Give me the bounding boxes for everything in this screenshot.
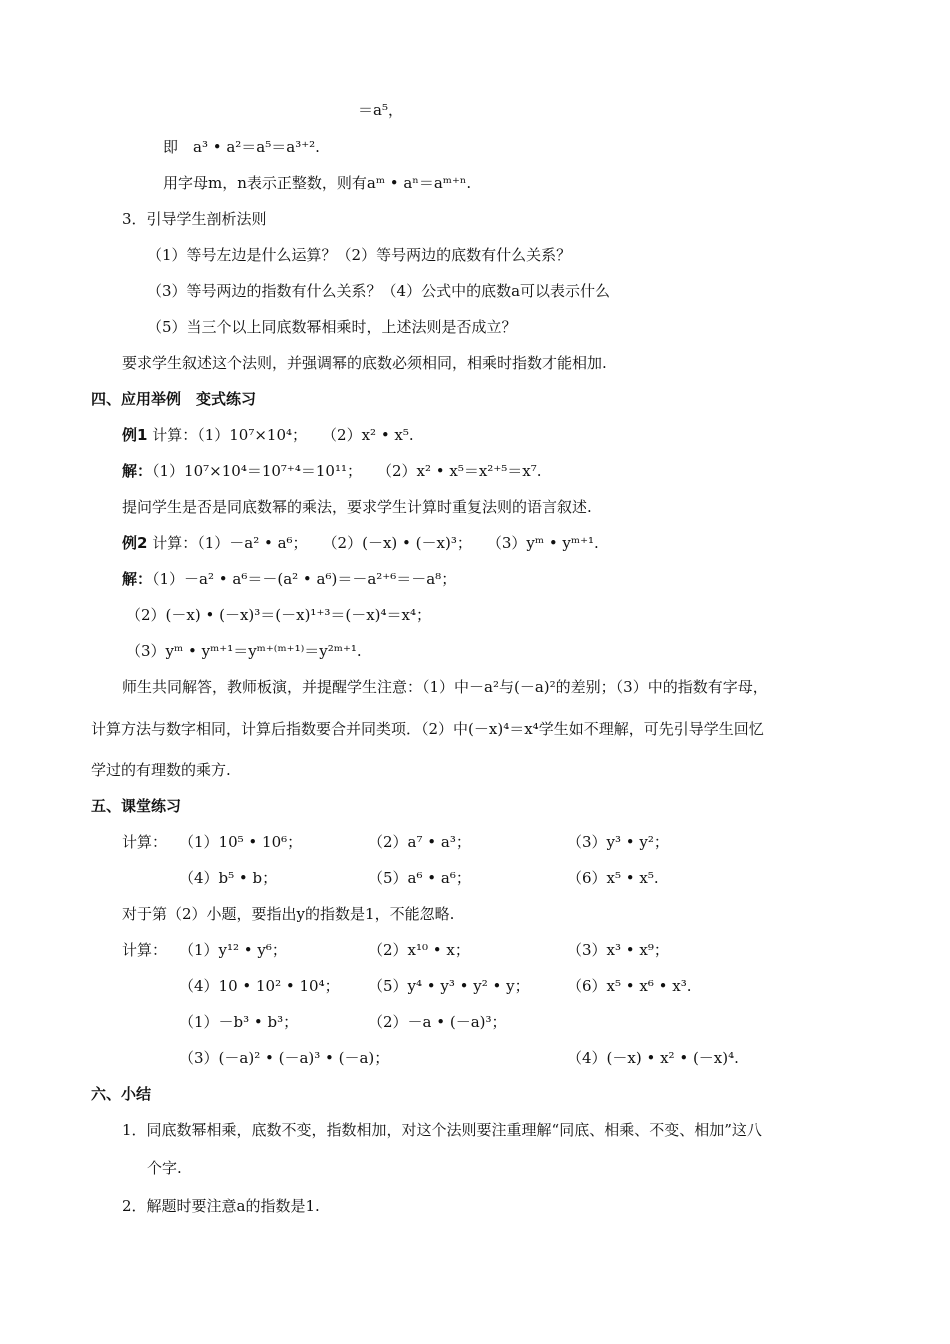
exercise-item: （3）x³ • x⁹； bbox=[567, 941, 669, 959]
text-line: （1）等号左边是什么运算？（2）等号两边的底数有什么关系？ bbox=[147, 246, 572, 264]
text-line: 提问学生是否是同底数幂的乘法，要求学生计算时重复法则的语言叙述. bbox=[122, 498, 592, 516]
exercise-item: （1）10⁵ • 10⁶； bbox=[179, 833, 303, 851]
example-line bbox=[122, 425, 414, 445]
summary-item: 2．解题时要注意a的指数是1. bbox=[122, 1197, 320, 1215]
text-line: 对于第（2）小题，要指出y的指数是1，不能忽略. bbox=[122, 905, 455, 923]
exercise-item: （3）y³ • y²； bbox=[567, 833, 669, 851]
exercise-item: （3）(－a)² • (－a)³ • (－a)； bbox=[179, 1049, 390, 1067]
exercise-item: （2）－a • (－a)³； bbox=[368, 1013, 507, 1031]
solution-line bbox=[122, 461, 542, 481]
text-line: 即 a³ • a²＝a⁵＝a³⁺². bbox=[163, 138, 320, 156]
text-line: 用字母m，n表示正整数，则有aᵐ • aⁿ＝aᵐ⁺ⁿ. bbox=[163, 174, 472, 192]
solution-line: （3）yᵐ • yᵐ⁺¹＝yᵐ⁺⁽ᵐ⁺¹⁾＝y²ᵐ⁺¹. bbox=[126, 642, 362, 660]
exercise-item: （4）(－x) • x² • (－x)⁴. bbox=[567, 1049, 739, 1067]
exercise-item: （4）10 • 10² • 10⁴； bbox=[179, 977, 340, 995]
solution-label: 解： bbox=[122, 570, 153, 588]
section-heading: 五、课堂练习 bbox=[91, 797, 182, 815]
exercise-lead: 计算： bbox=[122, 833, 168, 851]
exercise-item: （2）x¹⁰ • x； bbox=[368, 941, 470, 959]
summary-item: 1．同底数幂相乘，底数不变，指数相加，对这个法则要注重理解“同底、相乘、不变、相加”这八 bbox=[122, 1121, 762, 1139]
exercise-item: （1）y¹² • y⁶； bbox=[179, 941, 287, 959]
text-line: （5）当三个以上同底数幂相乘时，上述法则是否成立？ bbox=[147, 318, 517, 336]
solution-text: （1）10⁷×10⁴＝10⁷⁺⁴＝10¹¹； （2）x² • x⁵＝x²⁺⁵＝x⁷. bbox=[152, 462, 542, 480]
exercise-lead: 计算： bbox=[122, 941, 168, 959]
solution-line bbox=[122, 569, 456, 589]
exercise-item: （2）a⁷ • a³； bbox=[368, 833, 471, 851]
section-heading: 六、小结 bbox=[91, 1085, 152, 1103]
example-text: 计算：（1）10⁷×10⁴； （2）x² • x⁵. bbox=[152, 426, 414, 444]
solution-label: 解： bbox=[122, 462, 153, 480]
exercise-item: （6）x⁵ • x⁶ • x³. bbox=[567, 977, 692, 995]
text-line: （3）等号两边的指数有什么关系？（4）公式中的底数a可以表示什么 bbox=[147, 282, 611, 300]
solution-text: （1）－a² • a⁶＝－(a² • a⁶)＝－a²⁺⁶＝－a⁸； bbox=[152, 570, 457, 588]
text-line: 学过的有理数的乘方. bbox=[91, 761, 231, 779]
exercise-item: （5）a⁶ • a⁶； bbox=[368, 869, 471, 887]
exercise-item: （6）x⁵ • x⁵. bbox=[567, 869, 659, 887]
example-label: 例2 bbox=[122, 534, 148, 552]
example-label: 例1 bbox=[122, 426, 148, 444]
text-line: 计算方法与数字相同，计算后指数要合并同类项．（2）中(－x)⁴＝x⁴学生如不理解，可先引导学生回忆 bbox=[91, 720, 764, 738]
exercise-item: （1）－b³ • b³； bbox=[179, 1013, 299, 1031]
example-text: 计算：（1）－a² • a⁶； （2）(－x) • (－x)³； （3）yᵐ • yᵐ⁺¹. bbox=[152, 534, 599, 552]
section-heading: 四、应用举例 变式练习 bbox=[91, 390, 257, 408]
summary-item: 个字. bbox=[147, 1159, 182, 1177]
exercise-item: （5）y⁴ • y³ • y² • y； bbox=[368, 977, 530, 995]
text-line: ＝a⁵， bbox=[358, 101, 403, 119]
example-line bbox=[122, 533, 599, 553]
solution-line: （2）(－x) • (－x)³＝(－x)¹⁺³＝(－x)⁴＝x⁴； bbox=[126, 606, 432, 624]
text-line: 3．引导学生剖析法则 bbox=[122, 210, 267, 228]
exercise-item: （4）b⁵ • b； bbox=[179, 869, 278, 887]
text-line: 师生共同解答，教师板演，并提醒学生注意：（1）中－a²与(－a)²的差别；（3）中的指数有字母， bbox=[122, 678, 768, 696]
text-line: 要求学生叙述这个法则，并强调幂的底数必须相同，相乘时指数才能相加. bbox=[122, 354, 607, 372]
